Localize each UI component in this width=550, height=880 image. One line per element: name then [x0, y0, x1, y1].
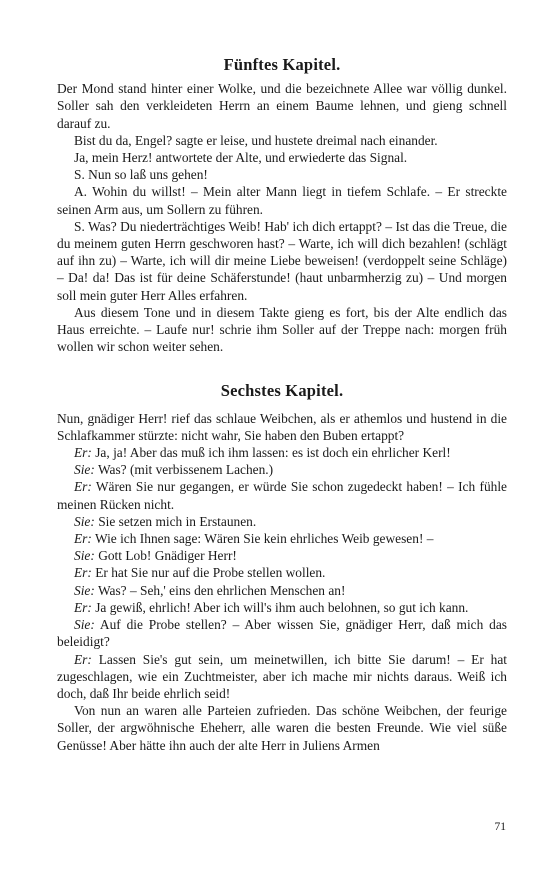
- speaker-label: Sie:: [74, 513, 95, 529]
- dialogue-text: Was? – Seh,' eins den ehrlichen Menschen an!: [97, 582, 346, 598]
- dialogue-line: [57, 582, 507, 599]
- speaker-label: Er:: [74, 479, 92, 495]
- dialogue-line: [57, 547, 507, 564]
- dialogue-line: [57, 513, 507, 530]
- ch5-paragraph-1: Der Mond stand hinter einer Wolke, und die bezeichnete Allee war völlig dunkel. Soller sah den verkleideten Herrn an einem Baume lehnen, und gieng schnell darauf zu.: [57, 81, 507, 131]
- ch5-paragraph-4: S. Nun so laß uns gehen!: [74, 167, 208, 183]
- dialogue-text: Gott Lob! Gnädiger Herr!: [98, 548, 237, 564]
- speaker-label: Sie:: [74, 617, 95, 633]
- speaker-label: Er:: [74, 651, 92, 667]
- dialogue-line: [57, 478, 507, 512]
- ch5-paragraph-3: Ja, mein Herz! antwortete der Alte, und erwiederte das Signal.: [74, 150, 408, 166]
- ch5-paragraph-2: Bist du da, Engel? sagte er leise, und hustete dreimal nach einander.: [74, 132, 438, 148]
- speaker-label: Er:: [74, 531, 92, 547]
- speaker-label: Er:: [74, 565, 92, 581]
- dialogue-line: [57, 564, 507, 581]
- dialogue-text: Auf die Probe stellen? – Aber wissen Sie, gnädiger Herr, daß mich das beleidigt?: [57, 617, 507, 650]
- dialogue-text: Wie ich Ihnen sage: Wären Sie kein ehrliches Weib gewesen! –: [94, 531, 434, 547]
- dialogue-line: [57, 651, 507, 703]
- ch5-paragraph-6: S. Was? Du niederträchtiges Weib! Hab' ich dich ertappt? – Ist das die Treue, die du meinem guten Herrn geschworen hast? – Warte, ich will dich bezahlen! (schlägt auf ihn zu) – Warte, ich will dir meine Liebe beweisen! (verdoppelt seine Schläge) – Da! da! Das ist für deine Schäferstunde! (haut unbarmherzig zu) – Und morgen soll mein guter Herr Alles erfahren.: [57, 218, 507, 303]
- dialogue-line: [57, 461, 507, 478]
- dialogue-text: Wären Sie nur gegangen, er würde Sie schon zugedeckt haben! – Ich fühle meinen Rücken nicht.: [57, 479, 508, 512]
- dialogue-line: [57, 444, 507, 461]
- ch6-closing-paragraph: Von nun an waren alle Parteien zufrieden. Das schöne Weibchen, der feurige Soller, der argwöhnische Eheherr, alle waren die besten Freunde. Wie viel süße Genüsse! Aber hätte ihn auch der alte Herr in Juliens Armen: [57, 703, 507, 753]
- dialogue-text: Ja gewiß, ehrlich! Aber ich will's ihm auch belohnen, so gut ich kann.: [95, 599, 469, 615]
- dialogue-line: [57, 616, 507, 650]
- speaker-label: Er:: [74, 599, 92, 615]
- ch5-paragraph-7: Aus diesem Tone und in diesem Takte gieng es fort, bis der Alte endlich das Haus erreichte. – Laufe nur! schrie ihm Soller auf der Treppe nach: morgen früh wollen wir schon weiter sehen.: [57, 304, 507, 355]
- dialogue-text: Lassen Sie's gut sein, um meinetwillen, ich bitte Sie darum! – Er hat zugeschlagen, wie ein Zuchtmeister, aber ich mache mir nichts daraus. Weiß ich doch, daß Ihr beide ehrlich seid!: [57, 651, 507, 701]
- ch6-intro-paragraph: Nun, gnädiger Herr! rief das schlaue Weibchen, als er athemlos und hustend in die Schlafkammer stürzte: nicht wahr, Sie haben den Buben ertappt?: [57, 410, 507, 443]
- dialogue-text: Was? (mit verbissenem Lachen.): [97, 462, 274, 478]
- speaker-label: Sie:: [74, 582, 95, 598]
- page-number: 71: [494, 821, 506, 833]
- page-text: [57, 0, 507, 754]
- speaker-label: Sie:: [74, 462, 95, 478]
- dialogue-line: [57, 599, 507, 616]
- speaker-label: Er:: [74, 445, 92, 461]
- dialogue-text: Sie setzen mich in Erstaunen.: [98, 513, 257, 529]
- dialogue-text: Ja, ja! Aber das muß ich ihm lassen: es ist doch ein ehrlicher Kerl!: [95, 445, 451, 461]
- chapter-6-title: Sechstes Kapitel.: [220, 381, 344, 401]
- chapter-5-title: Fünftes Kapitel.: [223, 55, 341, 74]
- ch5-paragraph-5: A. Wohin du willst! – Mein alter Mann liegt in tiefem Schlafe. – Er streckte seinen Arm aus, um Sollern zu führen.: [57, 184, 507, 217]
- speaker-label: Sie:: [74, 548, 95, 564]
- dialogue-line: [57, 530, 507, 547]
- dialogue-text: Er hat Sie nur auf die Probe stellen wollen.: [95, 565, 326, 581]
